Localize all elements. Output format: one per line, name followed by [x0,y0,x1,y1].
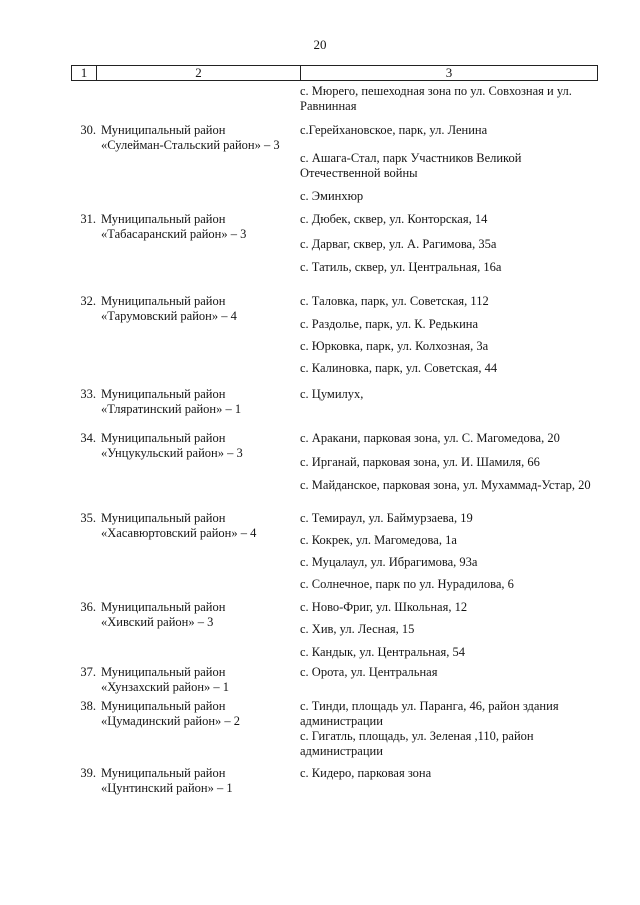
place-item: с. Ашага-Стал, парк Участников Великой Отечественной войны [300,151,522,180]
place-item: с. Майданское, парковая зона, ул. Мухаммад-Устар, 20 [300,478,591,492]
district-name: Муниципальный район «Хасавюртовский район» – 4 [101,511,257,540]
place-item: с. Татиль, сквер, ул. Центральная, 16а [300,260,502,274]
place-item: с. Кокрек, ул. Магомедова, 1а [300,533,457,547]
row-number: 33. [80,387,96,401]
row-number: 38. [80,699,96,713]
header-col-1: 1 [72,66,97,80]
place-item: с. Солнечное, парк по ул. Нурадилова, 6 [300,577,514,591]
row-number: 34. [80,431,96,445]
place-item: с. Кидеро, парковая зона [300,766,432,780]
row-number: 31. [80,212,96,226]
row-number: 36. [80,600,96,614]
place-item: с. Аракани, парковая зона, ул. С. Магомедова, 20 [300,431,560,445]
place-item: с. Дюбек, сквер, ул. Конторская, 14 [300,212,488,226]
place-item: с. Муцалаул, ул. Ибрагимова, 93а [300,555,478,569]
district-name: Муниципальный район «Цумадинский район» – 2 [101,699,241,728]
page-number: 20 [313,37,327,52]
place-item: с. Ирганай, парковая зона, ул. И. Шамиля, 66 [300,455,540,469]
continued-place: с. Мюрего, пешеходная зона по ул. Совхозная и ул. Равнинная [300,84,572,113]
header-col-2: 2 [97,66,301,80]
district-name: Муниципальный район «Цунтинский район» – 1 [101,766,233,795]
place-item: с. Раздолье, парк, ул. К. Редькина [300,317,479,331]
place-item: с.Герейхановское, парк, ул. Ленина [300,123,488,137]
place-item: с. Кандык, ул. Центральная, 54 [300,645,465,659]
place-item: с. Таловка, парк, ул. Советская, 112 [300,294,489,308]
place-item: с. Ново-Фриг, ул. Школьная, 12 [300,600,468,614]
place-item: с. Цумилух, [300,387,364,401]
place-item: с. Гигатль, площадь, ул. Зеленая ,110, район администрации [300,729,534,758]
district-name: Муниципальный район «Тляратинский район» – 1 [101,387,242,416]
row-number: 37. [80,665,96,679]
place-item: с. Орота, ул. Центральная [300,665,438,679]
row-number: 35. [80,511,96,525]
place-item: с. Эминхюр [300,189,364,203]
district-name: Муниципальный район «Тарумовский район» – 4 [101,294,237,323]
place-item: с. Калиновка, парк, ул. Советская, 44 [300,361,498,375]
district-name: Муниципальный район «Сулейман-Стальский район» – 3 [101,123,280,152]
district-name: Муниципальный район «Унцукульский район» – 3 [101,431,243,460]
row-number: 32. [80,294,96,308]
district-name: Муниципальный район «Хунзахский район» – 1 [101,665,230,694]
district-name: Муниципальный район «Хивский район» – 3 [101,600,226,629]
place-item: с. Тинди, площадь ул. Паранга, 46, район здания администрации [300,699,559,728]
row-number: 39. [80,766,96,780]
place-item: с. Дарваг, сквер, ул. А. Рагимова, 35а [300,237,497,251]
place-item: с. Хив, ул. Лесная, 15 [300,622,415,636]
table-header [71,65,598,81]
district-name: Муниципальный район «Табасаранский район» – 3 [101,212,247,241]
place-item: с. Темираул, ул. Баймурзаева, 19 [300,511,473,525]
header-col-3: 3 [445,65,453,80]
place-item: с. Юрковка, парк, ул. Колхозная, 3а [300,339,489,353]
row-number: 30. [80,123,96,137]
